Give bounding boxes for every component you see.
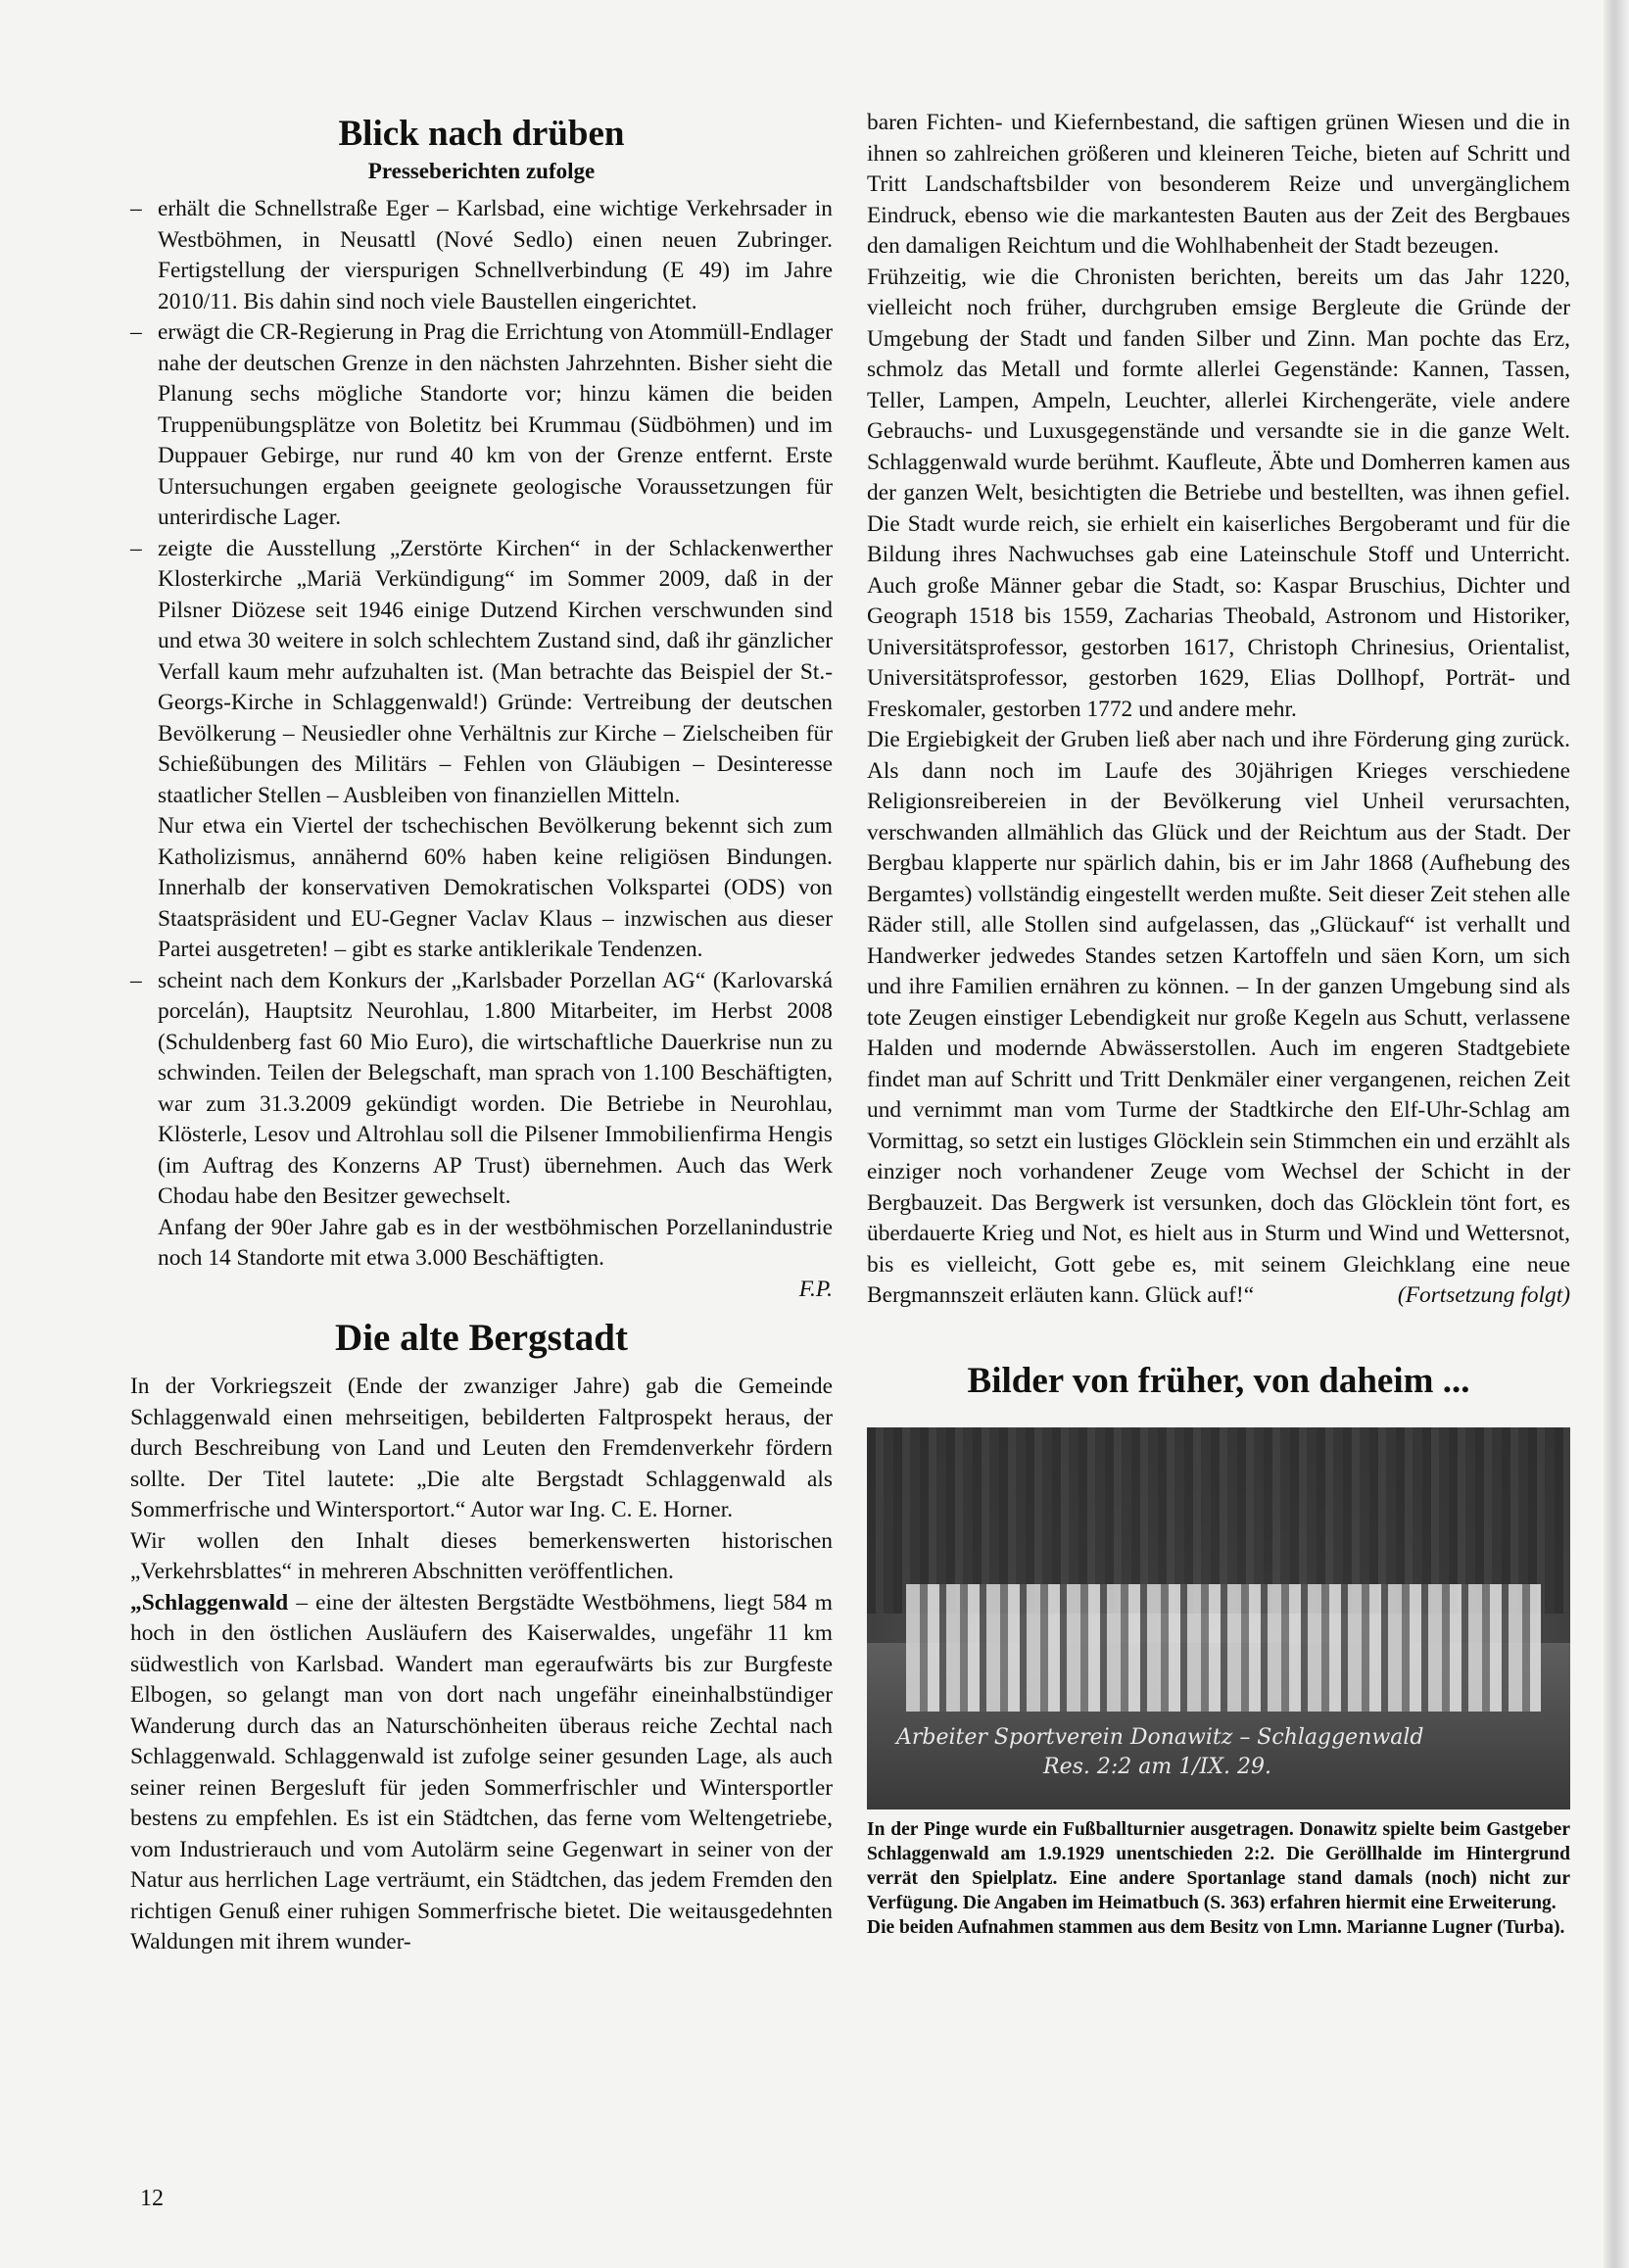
author-signature: F.P. xyxy=(798,1276,833,1302)
page-number: 12 xyxy=(140,2186,164,2211)
paragraph: Wir wollen den Inhalt dieses bemerkenswerten historischen „Verkehrsblattes“ in mehreren Abschnitten veröffentlichen. xyxy=(130,1527,833,1584)
caption-text: Die beiden Aufnahmen stammen aus dem Besitz von Lmn. Marianne Lugner (Turba). xyxy=(867,1916,1565,1938)
right-column xyxy=(867,108,1570,1940)
paragraph: Anfang der 90er Jahre gab es in der westböhmischen Porzellanindustrie noch 14 Standorte mit etwa 3.000 Beschäftigten. xyxy=(158,1214,833,1271)
caption-text: In der Pinge wurde ein Fußballturnier ausgetragen. Donawitz spielte beim Gastgeber Schlaggenwald am 1.9.1929 unentschieden 2:2. Die Geröllhalde im Hintergrund verrät den Spielplatz. Eine andere Sportanlage stand damals (noch) nicht zur Verfügung. Die Angaben im Heimatbuch (S. 363) erfahren hiermit eine Erweiterung. xyxy=(867,1818,1570,1913)
bullet-text: scheint nach dem Konkurs der „Karlsbader Porzellan AG“ (Karlovarská porcelán), Hauptsitz Neurohlau, 1.800 Mitarbeiter, im Herbst 2008 (Schuldenberg fast 60 Mio Euro), die wirtschaftliche Dauerkrise nun zu schwinden. Teilen der Belegschaft, man sprach von 1.100 Beschäftigten, war zum 31.3.2009 gekündigt worden. Die Betriebe in Neurohlau, Klösterle, Lesov und Altrohlau soll die Pilsener Immobilienfirma Hengis (im Auftrag des Konzerns AP Trust) übernehmen. Auch das Werk Chodau habe den Besitzer gewechselt. xyxy=(158,967,833,1209)
photo-players xyxy=(906,1584,1541,1712)
paragraph: In der Vorkriegszeit (Ende der zwanziger Jahre) gab die Gemeinde Schlaggenwald einen mehrseitigen, bebilderten Faltprospekt heraus, der durch Beschreibung von Land und Leuten den Fremdenverkehr fördern sollte. Der Titel lautete: „Die alte Bergstadt Schlaggenwald als Sommerfrische und Wintersportort.“ Autor war Ing. C. E. Horner. xyxy=(130,1374,833,1522)
article-title-bergstadt: Die alte Bergstadt xyxy=(335,1317,628,1359)
photo-inscription xyxy=(896,1723,1423,1782)
photo-caption xyxy=(867,1817,1570,1940)
left-column xyxy=(130,108,833,1958)
paragraph xyxy=(867,725,1570,1312)
paragraph xyxy=(130,1588,833,1958)
bold-lead: „Schlaggenwald xyxy=(130,1589,289,1616)
bullet-item: – erwägt die CR-Regierung in Prag die Errichtung von Atommüll-Endlager nahe der deutschen Grenze in den nächsten Jahrzehnten. Bisher sieht die Planung sechs mögliche Standorte vor; hinzu kämen die beiden Truppenübungsplätze von Boletitz bei Krummau (Südböhmen) und im Duppauer Gebirge, nur rund 40 km von der Grenze entfernt. Erste Untersuchungen ergaben geeignete geologische Voraussetzungen für unterirdische Lager. xyxy=(130,319,833,530)
paragraph: Frühzeitig, wie die Chronisten berichten, bereits um das Jahr 1220, vielleicht noch früher, durchgruben emsige Bergleute die Gründe der Umgebung der Stadt und fanden Silber und Zinn. Man pochte das Erz, schmolz das Metall und formte allerlei Gegenstände: Kannen, Tassen, Teller, Lampen, Ampeln, Leuchter, allerlei Kirchengeräte, viele andere Gebrauchs- und Luxusgegenstände und versandte sie in die ganze Welt. Schlaggenwald wurde berühmt. Kaufleute, Äbte und Domherren kamen aus der ganzen Welt, besichtigten die Betriebe und bestellten, was ihnen gefiel. Die Stadt wurde reich, sie erhielt ein kaiserliches Bergoberamt und für die Bildung ihres Nachwuchses gab eine Lateinschule Stoff und Unterricht. Auch große Männer gebar die Stadt, so: Kaspar Bruschius, Dichter und Geograph 1518 bis 1559, Zacharias Theobald, Astronom und Historiker, Universitätsprofessor, gestorben 1617, Christoph Chrinesius, Orientalist, Universitätsprofessor, gestorben 1629, Elias Dollhopf, Porträt- und Freskomaler, gestorben 1772 und andere mehr. xyxy=(867,264,1570,722)
bullet-item: – scheint nach dem Konkurs der „Karlsbader Porzellan AG“ (Karlovarská porcelán), Hauptsitz Neurohlau, 1.800 Mitarbeiter, im Herbst 2008 (Schuldenberg fast 60 Mio Euro), die wirtschaftliche Dauerkrise nun zu schwinden. Teilen der Belegschaft, man sprach von 1.100 Beschäftigten, war zum 31.3.2009 gekündigt worden. Die Betriebe in Neurohlau, Klösterle, Lesov und Altrohlau soll die Pilsener Immobilienfirma Hengis (im Auftrag des Konzerns AP Trust) übernehmen. Auch das Werk Chodau habe den Besitzer gewechselt. xyxy=(130,967,833,1209)
photo-inscription-line: Res. 2:2 am 1/IX. 29. xyxy=(1043,1754,1271,1779)
bullet-item: – erhält die Schnellstraße Eger – Karlsbad, eine wichtige Verkehrsader in Westböhmen, in Neusattl (Nové Sedlo) einen neuen Zubringer. Fertigstellung der vierspurigen Schnellverbindung (E 49) im Jahre 2010/11. Bis dahin sind noch viele Baustellen eingerichtet. xyxy=(130,196,833,314)
article-subtitle: Presseberichten zufolge xyxy=(367,159,596,183)
article-title-bilder: Bilder von früher, von daheim ... xyxy=(967,1360,1470,1401)
paragraph: baren Fichten- und Kiefernbestand, die saftigen grünen Wiesen und die in ihnen so zahlreichen größeren und kleineren Teiche, bieten auf Schritt und Tritt Landschaftsbilder von besonderem Reize und unvergänglichem Eindruck, ebenso wie die markantesten Bauten aus der Zeit des Bergbaues den damaligen Reichtum und die Wohlhabenheit der Stadt bezeugen. xyxy=(867,110,1570,259)
paragraph-text: – eine der ältesten Bergstädte Westböhmens, liegt 584 m hoch in den östlichen Ausläufern des Kaiserwaldes, ungefähr 11 km südwestlich von Karlsbad. Wandert man egeraufwärts bis zur Burgfeste Elbogen, so gelangt man von dort nach ungefähr eineinhalbstündiger Wanderung durch das an Naturschönheiten überaus reiche Zechtal nach Schlaggenwald. Schlaggenwald ist zufolge seiner gesunden Lage, als auch seiner reinen Bergesluft für jeden Sommerfrischler und Wintersportler bestens zu empfehlen. Es ist ein Städtchen, das ferne vom Weltengetriebe, vom Industrierauch und vom Autolärm seine Gegenwart in seiner von der Natur aus herrlichen Lage verträumt, ein Städtchen, das jedem Fremden den richtigen Genuß einer ruhigen Sommerfrische bietet. Die weitausgedehnten Waldungen mit ihrem wunder- xyxy=(130,1589,833,1954)
article-title-blick: Blick nach drüben xyxy=(338,114,625,154)
scan-edge xyxy=(1604,0,1629,2268)
photo-inscription-line: Arbeiter Sportverein Donawitz – Schlaggenwald xyxy=(896,1724,1424,1750)
team-photo xyxy=(867,1427,1570,1810)
paragraph: Nur etwa ein Viertel der tschechischen Bevölkerung bekennt sich zum Katholizismus, annähernd 60% haben keine religiösen Bindungen. Innerhalb der konservativen Demokratischen Volkspartei (ODS) von Staatspräsident und EU-Gegner Vaclav Klaus – inzwischen aus dieser Partei ausgetreten! – gibt es starke antiklerikale Tendenzen. xyxy=(158,813,833,962)
paragraph-text: Die Ergiebigkeit der Gruben ließ aber nach und ihre Förderung ging zurück. Als dann noch im Laufe des 30jährigen Krieges verschiedene Religionsreibereien in der Bevölkerung viel Unheil verursachten, verschwanden allmählich das Glück und der Reichtum aus der Stadt. Der Bergbau klapperte nur spärlich dahin, bis er im Jahr 1868 (Aufhebung des Bergamtes) vollständig eingestellt werden mußte. Seit dieser Zeit stehen alle Räder still, alle Stollen sind aufgelassen, das „Glückauf“ ist verhallt und Handwerker jedwedes Standes setzen Kartoffeln und säen Korn, um sich und ihre Familien ernähren zu können. – In der ganzen Umgebung sind als tote Zeugen einstiger Lebendigkeit nur große Kegeln aus Schutt, verlassene Halden und modernde Abwässerstollen. Auch im engeren Stadtgebiete findet man auf Schritt und Tritt Denkmäler einer vergangenen, reichen Zeit und vernimmt man vom Turme der Stadtkirche den Elf-Uhr-Schlag am Vormittag, so setzt ein lustiges Glöcklein sein Stimmchen ein und erzählt als einziger noch vorhandener Zeuge vom Wechsel der Schicht in der Bergbauzeit. Das Bergwerk ist versunken, doch das Glöcklein tönt fort, es überdauerte Krieg und Not, es hielt aus in Sturm und Wind und Wettersnot, bis es vielleicht, Gott gebe es, mit seinem Gleichklang eine neue Bergmannszeit erläuten kann. Glück auf!“ xyxy=(867,727,1570,1308)
continued-note: (Fortsetzung folgt) xyxy=(1397,1282,1570,1308)
bullet-item: – zeigte die Ausstellung „Zerstörte Kirchen“ in der Schlackenwerther Klosterkirche „Mariä Verkündigung“ im Sommer 2009, daß in der Pilsner Diözese seit 1946 einige Dutzend Kirchen verschwunden sind und etwa 30 weitere in solch schlechtem Zustand sind, daß ihr gänzlicher Verfall kaum mehr aufzuhalten ist. (Man betrachte das Beispiel der St.-Georgs-Kirche in Schlaggenwald!) Gründe: Vertreibung der deutschen Bevölkerung – Neusiedler ohne Verhältnis zur Kirche – Zielscheiben für Schießübungen des Militärs – Fehlen von Gläubigen – Desinteresse staatlicher Stellen – Ausbleiben von finanziellen Mitteln. xyxy=(130,535,833,808)
bullet-text: erhält die Schnellstraße Eger – Karlsbad, eine wichtige Verkehrsader in Westböhmen, in Neusattl (Nové Sedlo) einen neuen Zubringer. Fertigstellung der vierspurigen Schnellverbindung (E 49) im Jahre 2010/11. Bis dahin sind noch viele Baustellen eingerichtet. xyxy=(158,196,833,314)
bullet-text: erwägt die CR-Regierung in Prag die Errichtung von Atommüll-Endlager nahe der deutschen Grenze in den nächsten Jahrzehnten. Bisher sieht die Planung sechs mögliche Standorte vor; hinzu kämen die beiden Truppenübungsplätze von Boletitz bei Krummau (Südböhmen) und im Duppauer Gebirge, nur rund 40 km von der Grenze entfernt. Erste Untersuchungen ergaben geeignete geologische Voraussetzungen für unterirdische Lager. xyxy=(158,319,833,530)
bullet-text: zeigte die Ausstellung „Zerstörte Kirchen“ in der Schlackenwerther Klosterkirche „Mariä Verkündigung“ im Sommer 2009, daß in der Pilsner Diözese seit 1946 einige Dutzend Kirchen verschwunden sind und etwa 30 weitere in solch schlechtem Zustand sind, daß ihr gänzlicher Verfall kaum mehr aufzuhalten ist. (Man betrachte das Beispiel der St.-Georgs-Kirche in Schlaggenwald!) Gründe: Vertreibung der deutschen Bevölkerung – Neusiedler ohne Verhältnis zur Kirche – Zielscheiben für Schießübungen des Militärs – Fehlen von Gläubigen – Desinteresse staatlicher Stellen – Ausbleiben von finanziellen Mitteln. xyxy=(158,535,833,808)
